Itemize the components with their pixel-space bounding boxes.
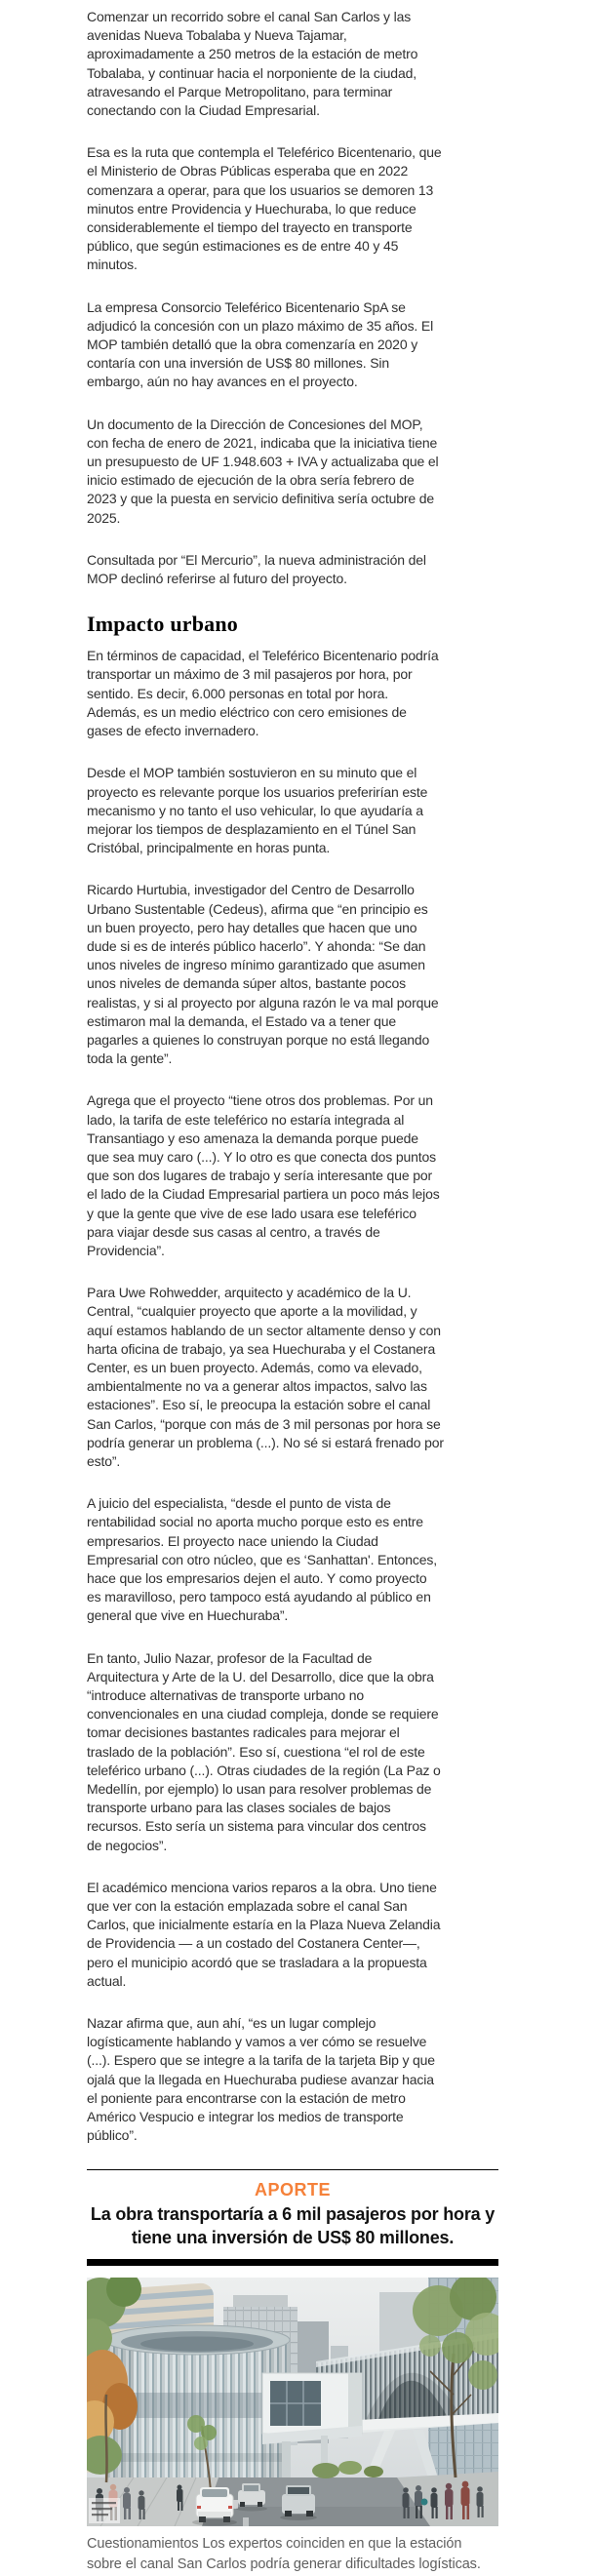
paragraph: A juicio del especialista, “desde el punto de vista de rentabilidad social no aporta mucho porque esto es entre empresarios. El proyecto nace uniendo la Ciudad Empresarial con otro núcleo, que es ‘Sanhattan'. Entonces, hace que los empresarios dejen el auto. Y como proyecto es maravilloso, pero tampoco está ayudando al público en general que vive en Huechuraba”. bbox=[87, 1495, 437, 1624]
article-figure bbox=[87, 2278, 498, 2576]
paragraph: Ricardo Hurtubia, investigador del Centro de Desarrollo Urbano Sustentable (Cedeus), afirma que “en principio es un buen proyecto, pero hay detalles que hacen que uno dude si es de interés público hacerlo”. Y ahonda: “Se dan unos niveles de ingreso mínimo garantizado que asumen unos niveles de demanda súper altos, bastante pocos realistas, y si al proyecto por alguna razón le va mal porque estimaron mal la demanda, el Estado va a tener que pagarles a quienes lo construyan porque no está llegando toda la gente”. bbox=[87, 882, 439, 1067]
aside-highlight-box bbox=[87, 2169, 498, 2266]
paragraph: La empresa Consorcio Teleférico Bicentenario SpA se adjudicó la concesión con un plazo máximo de 35 años. El MOP también detalló que la obra comenzaría en 2020 y contaría con una inversión de US$ 80 millones. Sin embargo, aún no hay avances en el proyecto. bbox=[87, 298, 434, 390]
aside-kicker: APORTE bbox=[254, 2179, 331, 2200]
paragraph: Esa es la ruta que contempla el Teleférico Bicentenario, que el Ministerio de Obras Públicas esperaba que en 2022 comenzara a operar, para que los usuarios se demoren 13 minutos entre Providencia y Huechuraba, lo que reduce considerablemente el tiempo del trayecto en transporte público, que según estimaciones es de entre 40 y 45 minutos. bbox=[87, 144, 442, 273]
paragraph: En términos de capacidad, el Teleférico Bicentenario podría transportar un máximo de 3 mil pasajeros por hora, por sentido. Es decir, 6.000 personas en total por hora. Además, es un medio eléctrico con cero emisiones de gases de efecto invernadero. bbox=[87, 648, 439, 739]
paragraph: En tanto, Julio Nazar, profesor de la Facultad de Arquitectura y Arte de la U. del Desarrollo, dice que la obra “introduce alternativas de transporte urbano no convencionales en una ciudad compleja, donde se requiere tomar decisiones bastantes radicales para mejorar el traslado de la población”. Eso sí, cuestiona “el rol de este teleférico urbano (...). Otras ciudades de la región (La Paz o Medellín, por ejemplo) lo usan para resolver problemas de transporte urbano para las clases sociales de bajos recursos. Esto sería un sistema para vincular dos centros de negocios”. bbox=[87, 1649, 441, 1853]
paragraph: Un documento de la Dirección de Concesiones del MOP, con fecha de enero de 2021, indicaba que la iniciativa tiene un presupuesto de UF 1.948.603 + IVA y actualizaba que el inicio estimado de ejecución de la obra sería febrero de 2023 y que la puesta en servicio definitiva sería octubre de 2025. bbox=[87, 416, 439, 526]
article-image bbox=[87, 2278, 498, 2526]
figure-caption: Cuestionamientos Los expertos coinciden en que la estación sobre el canal San Carlos podría generar dificultades logísticas. bbox=[87, 2535, 481, 2572]
aside-divider-bottom bbox=[87, 2259, 498, 2266]
section-heading: Impacto urbano bbox=[87, 612, 238, 637]
article-body bbox=[87, 8, 498, 2576]
aside-divider-top bbox=[87, 2169, 498, 2170]
paragraph: Desde el MOP también sostuvieron en su minuto que el proyecto es relevante porque los usuarios preferirían este mecanismo y no tanto el uso vehicular, lo que ayudaría a mejorar los tiempos de desplazamiento en el Túnel San Cristóbal, principalmente en horas punta. bbox=[87, 765, 428, 856]
paragraph: Nazar afirma que, aun ahí, “es un lugar complejo logísticamente hablando y vamos a ver cómo se resuelve (...). Espero que se integre a la tarifa de la tarjeta Bip y que ojalá que la llegada en Huechuraba pudiese avanzar hacia el poniente para encontrarse con la estación de metro Américo Vespucio e integrar los medios de transporte público”. bbox=[87, 2015, 435, 2144]
paragraph: Agrega que el proyecto “tiene otros dos problemas. Por un lado, la tarifa de este teleférico no estaría integrada al Transantiago y eso amenaza la demanda porque puede que sea muy caro (...). Y lo otro es que conecta dos puntos que son dos lugares de trabajo y sería interesante que por el lado de la Ciudad Empresarial partiera un poco más lejos y que la gente que vive de ese lado usara ese teleférico para viajar desde sus casas al centro, a través de Providencia”. bbox=[87, 1092, 440, 1258]
paragraph: El académico menciona varios reparos a la obra. Uno tiene que ver con la estación emplazada sobre el canal San Carlos, que inicialmente estaría en la Plaza Nueva Zelandia de Providencia — a un costado del Costanera Center—, pero el municipio acordó que se trasladara a la propuesta actual. bbox=[87, 1879, 441, 1989]
paragraph: Comenzar un recorrido sobre el canal San Carlos y las avenidas Nueva Tobalaba y Nueva Tajamar, aproximadamente a 250 metros de la estación de metro Tobalaba, y continuar hacia el norponiente de la ciudad, atravesando el Parque Metropolitano, para terminar conectando con la Ciudad Empresarial. bbox=[87, 9, 418, 119]
aside-headline: La obra transportaría a 6 mil pasajeros por hora y tiene una inversión de US$ 80 millones. bbox=[90, 2203, 496, 2247]
paragraph: Consultada por “El Mercurio”, la nueva administración del MOP declinó referirse al futuro del proyecto. bbox=[87, 551, 426, 587]
paragraph: Para Uwe Rohwedder, arquitecto y académico de la U. Central, “cualquier proyecto que aporte a la movilidad, y aquí estamos hablando de un sector altamente denso y con harta oficina de trabajo, ya sea Huechuraba y el Costanera Center, es un buen proyecto. Además, como va elevado, ambientalmente no va a generar altos impactos, salvo las estaciones”. Eso sí, le preocupa la estación sobre el canal San Carlos, “porque con más de 3 mil personas por hora se podría generar un problema (...). No sé si estará frenado por esto”. bbox=[87, 1285, 444, 1469]
